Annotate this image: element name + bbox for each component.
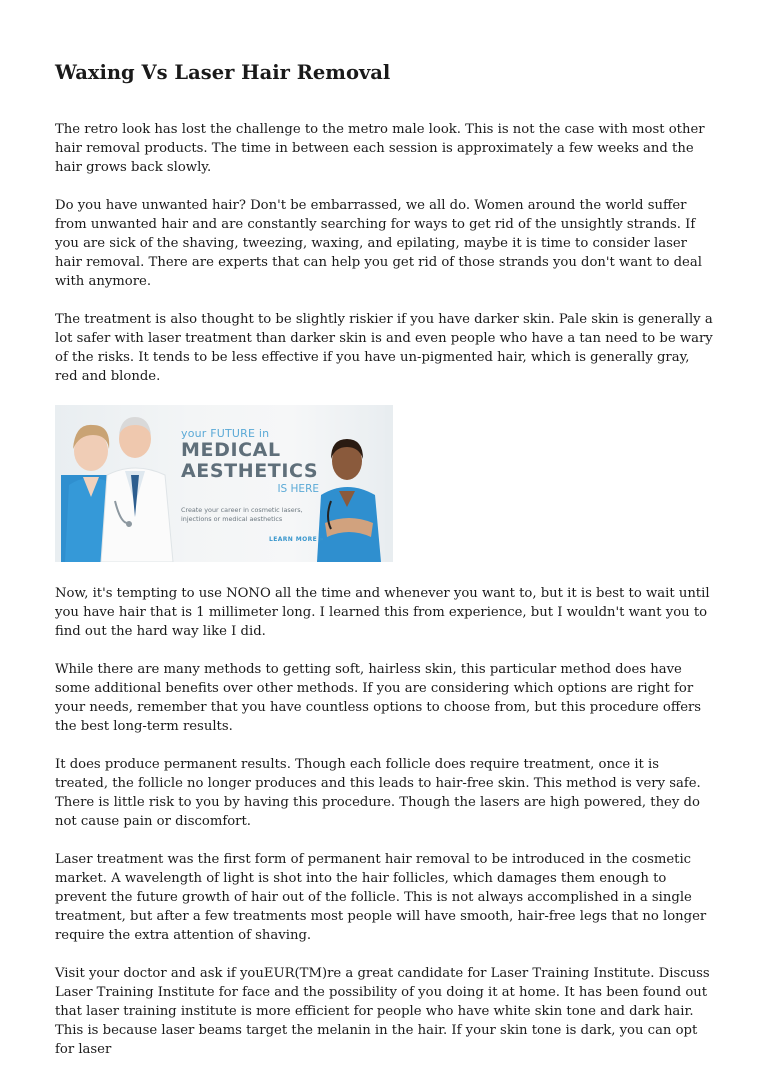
banner-text-block xyxy=(181,427,341,524)
banner-line3: AESTHETICS xyxy=(181,460,319,482)
banner-line4: IS HERE xyxy=(277,483,319,495)
paragraph: While there are many methods to getting soft, hairless skin, this particular method does have some additional benefits over other methods. If you are considering which options are right for your needs, remember that you have countless options to choose from, but this procedure offers the best long-term results. xyxy=(55,662,702,734)
banner-line1: your FUTURE in xyxy=(181,427,270,440)
paragraph: Laser treatment was the first form of permanent hair removal to be introduced in the cosmetic market. A wavelength of light is shot into the hair follicles, which damages them enough to prevent the future growth of hair out of the follicle. This is not always accomplished in a single treatment, but after a few treatments most people will have smooth, hair-free legs that no longer require the extra attention of shaving. xyxy=(55,852,707,943)
banner-small-text: Create your career in cosmetic lasers, injections or medical aesthetics xyxy=(181,506,303,523)
document-title: Waxing Vs Laser Hair Removal xyxy=(55,61,391,84)
learn-more-link[interactable]: LEARN MORE » xyxy=(269,536,324,543)
paragraph: It does produce permanent results. Though each follicle does require treatment, once it is treated, the follicle no longer produces and this leads to hair-free skin. This method is very safe. There is little risk to you by having this procedure. Though the lasers are high powered, they do not cause pain or discomfort. xyxy=(55,757,701,829)
document-page xyxy=(55,60,715,1078)
paragraph: Now, it's tempting to use NONO all the time and whenever you want to, but it is best to wait until you have hair that is 1 millimeter long. I learned this from experience, but I wouldn't want you to find out the hard way like I did. xyxy=(55,586,710,639)
paragraph: Visit your doctor and ask if youEUR(TM)re a great candidate for Laser Training Institute. Discuss Laser Training Institute for face and the possibility of you doing it at home. It has been found out that laser training institute is more efficient for people who have white skin tone and dark hair. This is because laser beams target the melanin in the hair. If your skin tone is dark, you can opt for laser xyxy=(55,966,710,1057)
paragraph: The retro look has lost the challenge to the metro male look. This is not the case with most other hair removal products. The time in between each session is approximately a few weeks and the hair grows back slowly. xyxy=(55,122,705,175)
medical-aesthetics-banner xyxy=(55,405,393,562)
paragraph: The treatment is also thought to be slightly riskier if you have darker skin. Pale skin is generally a lot safer with laser treatment than darker skin is and even people who have a tan need to be wary of the risks. It tends to be less effective if you have un-pigmented hair, which is generally gray, red and blonde. xyxy=(55,312,713,384)
paragraph: Do you have unwanted hair? Don't be embarrassed, we all do. Women around the world suffer from unwanted hair and are constantly searching for ways to get rid of the unsightly strands. If you are sick of the shaving, tweezing, waxing, and epilating, maybe it is time to consider laser hair removal. There are experts that can help you get rid of those strands you don't want to deal with anymore. xyxy=(55,198,702,289)
doctor-figure xyxy=(101,417,173,562)
banner-line2: MEDICAL xyxy=(181,439,281,461)
